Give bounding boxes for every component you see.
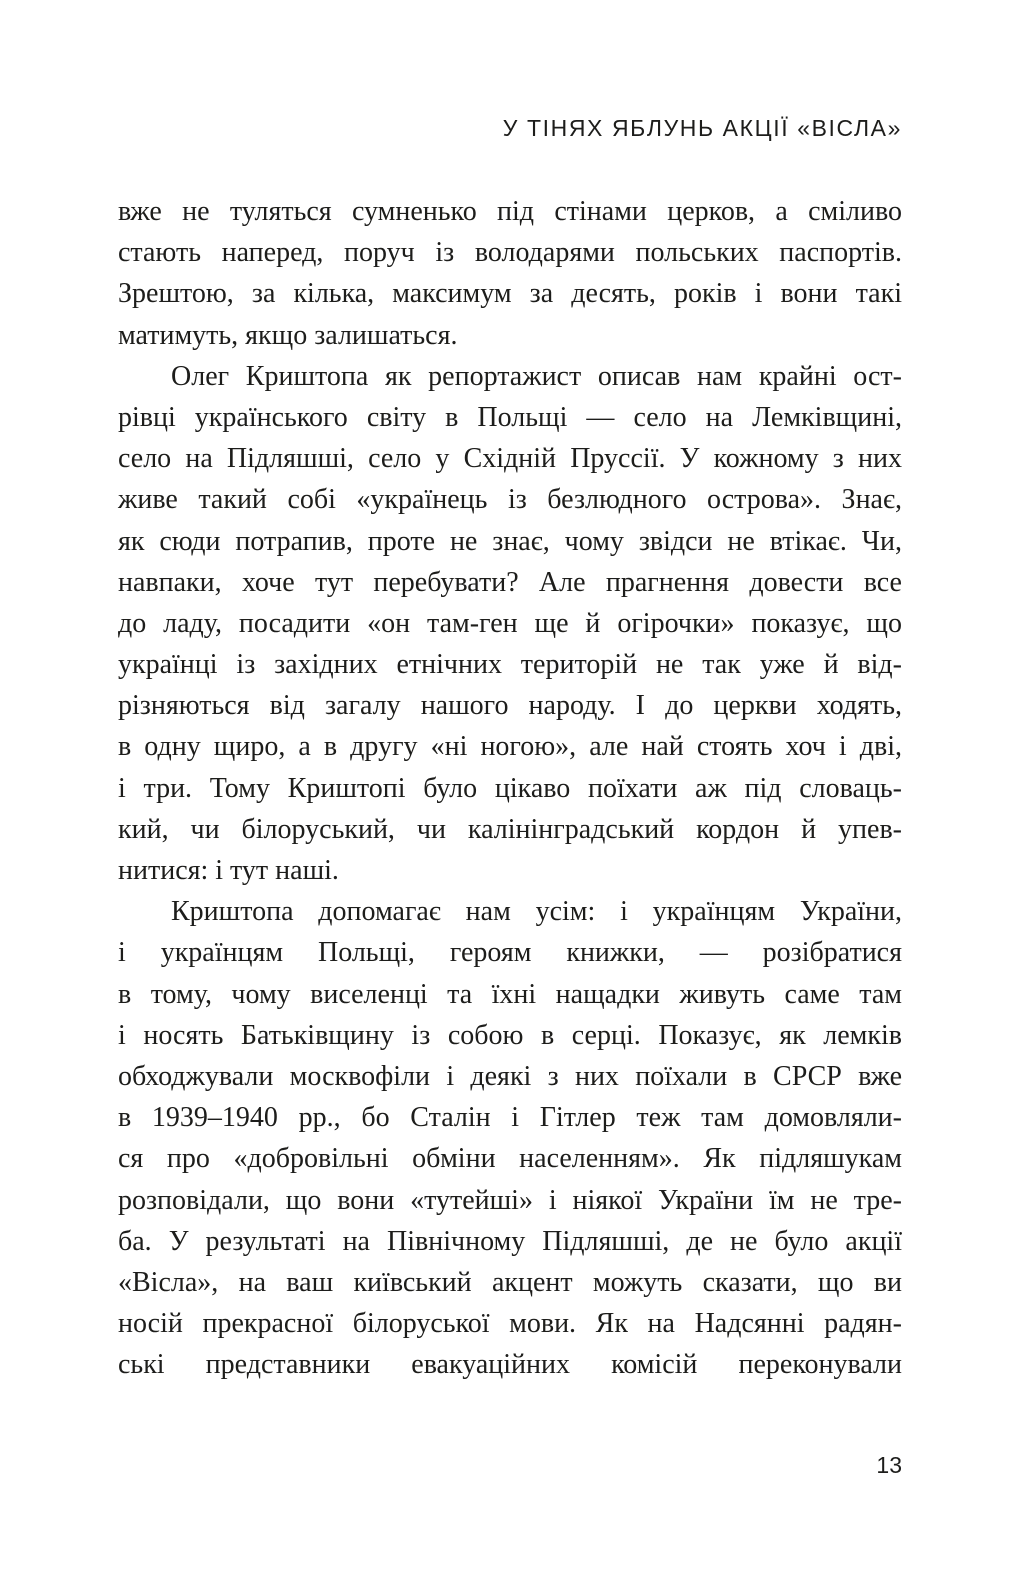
paragraph xyxy=(118,191,902,356)
text-line: і українцям Польщі, героям книжки, — розібратися xyxy=(118,937,902,969)
text-line: стають наперед, поруч із володарями польських паспортів. xyxy=(118,237,902,269)
text-line: вже не туляться сумненько під стінами церков, а сміливо xyxy=(118,196,902,227)
text-line: в 1939–1940 рр., бо Сталін і Гітлер теж там домовляли- xyxy=(118,1102,902,1134)
text-line: Криштопа допомагає нам усім: і українцям України, xyxy=(171,896,902,928)
text-line: кий, чи білоруський, чи калінінградський кордон й упев- xyxy=(118,813,902,845)
body-text xyxy=(118,191,902,1385)
text-line: Зрештою, за кілька, максимум за десять, років і вони такі xyxy=(118,278,902,310)
text-line: ба. У результаті на Північному Підляшші, де не було акції xyxy=(118,1225,902,1257)
text-line: і три. Тому Криштопі було цікаво поїхати аж під словаць- xyxy=(118,772,902,804)
text-line: до ладу, посадити «он там-ген ще й огірочки» показує, що xyxy=(118,607,902,639)
text-line: українці із західних етнічних територій не так уже й від- xyxy=(118,649,902,681)
paragraph xyxy=(118,356,902,891)
text-line: село на Підляшші, село у Східній Пруссії. У кожному з них xyxy=(118,443,902,475)
text-line: ські представники евакуаційних комісій переконували xyxy=(118,1349,902,1381)
text-line: як сюди потрапив, проте не знає, чому звідси не втікає. Чи, xyxy=(118,525,902,557)
text-line: Олег Криштопа як репортажист описав нам крайні ост- xyxy=(171,360,902,392)
text-line: в одну щиро, а в другу «ні ногою», але най стоять хоч і дві, xyxy=(118,731,902,763)
text-line: навпаки, хоче тут перебувати? Але прагнення довести все xyxy=(118,566,902,598)
text-line: «Вісла», на ваш київський акцент можуть сказати, що ви xyxy=(118,1266,902,1298)
text-line: живе такий собі «українець із безлюдного острова». Знає, xyxy=(118,484,902,516)
text-line: ся про «добровільні обміни населенням». Як підляшукам xyxy=(118,1143,902,1175)
text-line: розповідали, що вони «тутейші» і ніякої України їм не тре- xyxy=(118,1184,902,1216)
text-line: носій прекрасної білоруської мови. Як на Надсянні радян- xyxy=(118,1308,902,1340)
text-line: обходжували москвофіли і деякі з них поїхали в СРСР вже xyxy=(118,1060,902,1092)
text-line: в тому, чому виселенці та їхні нащадки живуть саме там xyxy=(118,978,902,1010)
text-line: нитися: і тут наші. xyxy=(118,855,339,886)
paragraph xyxy=(118,891,902,1385)
text-line: рівці українського світу в Польщі — село на Лемківщині, xyxy=(118,401,902,433)
page-number: 13 xyxy=(876,1452,902,1478)
text-line: різняються від загалу нашого народу. І до церкви ходять, xyxy=(118,690,902,722)
running-header: У ТІНЯХ ЯБЛУНЬ АКЦІЇ «ВІСЛА» xyxy=(502,115,902,141)
text-line: і носять Батьківщину із собою в серці. Показує, як лемків xyxy=(118,1019,902,1051)
text-line: матимуть, якщо залишаться. xyxy=(118,319,458,351)
